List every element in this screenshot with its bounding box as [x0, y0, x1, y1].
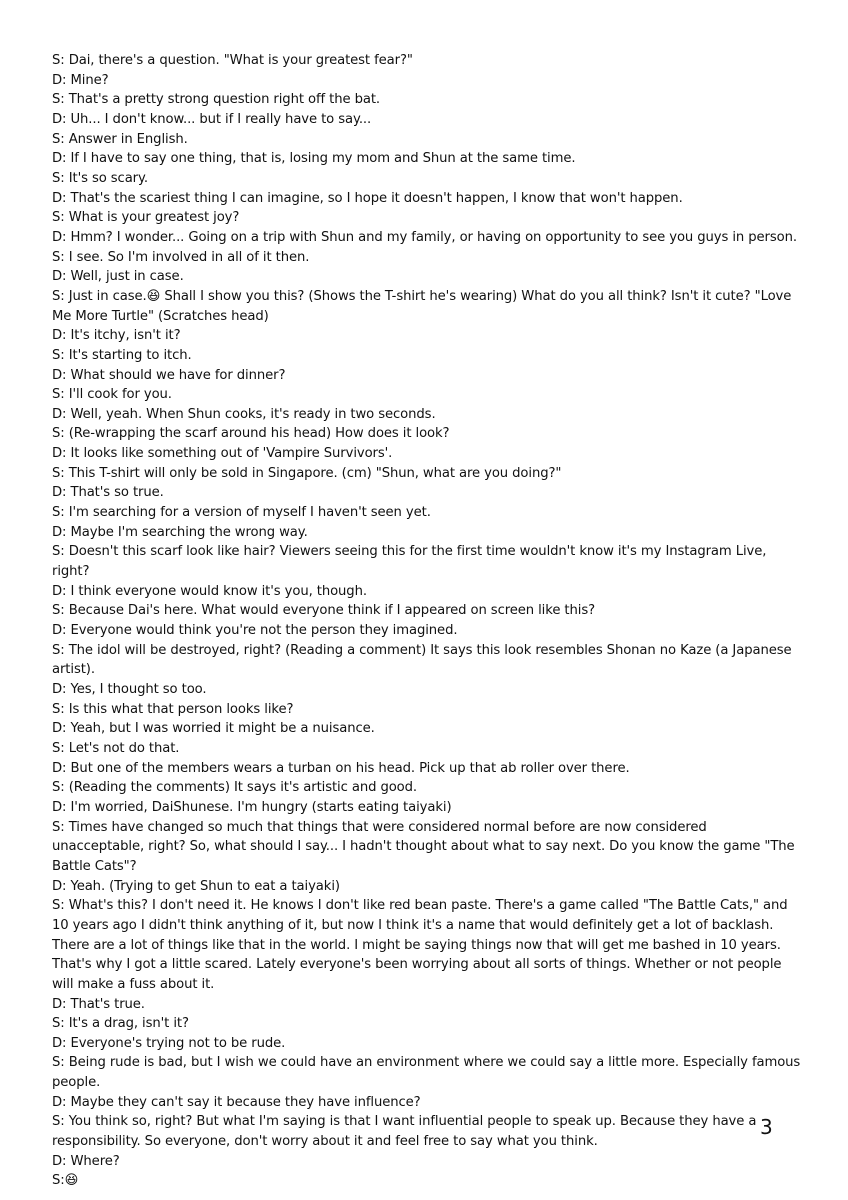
page-number: 3	[760, 1115, 773, 1139]
transcript-line: S: It's starting to itch.	[52, 347, 192, 363]
transcript-line: S: Being rude is bad, but I wish we could have an environment where we could say a little more. Especially famous people.	[52, 1055, 801, 1091]
transcript-line: D: I think everyone would know it's you, though.	[52, 583, 367, 599]
transcript-line: D: I'm worried, DaiShunese. I'm hungry (starts eating taiyaki)	[52, 799, 452, 815]
transcript-line: D: What should we have for dinner?	[52, 367, 286, 383]
transcript-line: D: It's itchy, isn't it?	[52, 328, 181, 344]
transcript-line: S: Answer in English.	[52, 131, 188, 147]
transcript-line: D: Uh... I don't know... but if I really have to say...	[52, 111, 372, 127]
transcript-line: S: I'm searching for a version of myself I haven't seen yet.	[52, 505, 431, 521]
transcript-line: D: Maybe they can't say it because they have influence?	[52, 1094, 421, 1110]
transcript-line: S: It's a drag, isn't it?	[52, 1016, 189, 1032]
transcript-line: D: It looks like something out of 'Vampire Survivors'.	[52, 446, 393, 462]
transcript-line: S: I see. So I'm involved in all of it then.	[52, 249, 310, 265]
transcript-line: S: Dai, there's a question. "What is your greatest fear?"	[52, 53, 413, 68]
transcript-line: S: What is your greatest joy?	[52, 210, 240, 226]
transcript-line: D: Maybe I'm searching the wrong way.	[52, 524, 308, 540]
transcript-line: S: Times have changed so much that things that were considered normal before are now considered unacceptable, right? So, what should I say... I hadn't thought about what to say next. Do you know the game "The Battle Cats"?	[52, 819, 795, 874]
transcript-line: S: I'll cook for you.	[52, 387, 172, 403]
transcript-line: S: Doesn't this scarf look like hair? Viewers seeing this for the first time wouldn't know it's my Instagram Live, right?	[52, 544, 767, 580]
transcript-line: D: Mine?	[52, 72, 109, 88]
transcript-line: S: What's this? I don't need it. He knows I don't like red bean paste. There's a game called "The Battle Cats," and 10 years ago I didn't think anything of it, but now I think it's a name that would definitely get a lot of backlash. There are a lot of things like that in the world. I might be saying things now that will get me bashed in 10 years. That's why I got a little scared. Lately everyone's been worrying about all sorts of things. Whether or not people will make a fuss about it.	[52, 898, 788, 992]
transcript-line: S: That's a pretty strong question right off the bat.	[52, 92, 380, 108]
transcript-line: D: If I have to say one thing, that is, losing my mom and Shun at the same time.	[52, 151, 576, 167]
transcript-line: D: That's true.	[52, 996, 145, 1012]
transcript-line: D: That's the scariest thing I can imagine, so I hope it doesn't happen, I know that won't happen.	[52, 190, 683, 206]
transcript-line: S: (Re-wrapping the scarf around his head) How does it look?	[52, 426, 450, 442]
transcript-line: S: Just in case.😆 Shall I show you this? (Shows the T-shirt he's wearing) What do you all think? Isn't it cute? "Love Me More Turtle" (Scratches head)	[52, 288, 792, 324]
transcript-line: S: You think so, right? But what I'm saying is that I want influential people to speak up. Because they have a responsibility. So everyone, don't worry about it and feel free to say what you think.	[52, 1114, 757, 1150]
transcript-line: D: Everyone would think you're not the person they imagined.	[52, 623, 458, 639]
transcript-line: D: But one of the members wears a turban on his head. Pick up that ab roller over there.	[52, 760, 630, 776]
transcript-body	[52, 51, 802, 1191]
transcript-line: D: Yeah. (Trying to get Shun to eat a taiyaki)	[52, 878, 340, 894]
transcript-line: D: Yes, I thought so too.	[52, 682, 207, 697]
transcript-line: D: Yeah, but I was worried it might be a nuisance.	[52, 721, 375, 737]
transcript-line: S: The idol will be destroyed, right? (Reading a comment) It says this look resembles Shonan no Kaze (a Japanese artist).	[52, 642, 792, 678]
transcript-line: S: Let's not do that.	[52, 740, 180, 756]
transcript-line: D: Well, yeah. When Shun cooks, it's ready in two seconds.	[52, 406, 436, 422]
transcript-line: D: Where?	[52, 1153, 120, 1169]
transcript-line: S: This T-shirt will only be sold in Singapore. (cm) "Shun, what are you doing?"	[52, 465, 562, 481]
transcript-line: D: Hmm? I wonder... Going on a trip with Shun and my family, or having on opportunity to see you guys in person.	[52, 229, 797, 245]
transcript-line: S: Is this what that person looks like?	[52, 701, 294, 717]
transcript-line: D: That's so true.	[52, 485, 164, 501]
transcript-line: S:😆	[52, 1173, 79, 1189]
transcript-line: S: It's so scary.	[52, 170, 148, 186]
transcript-line: D: Everyone's trying not to be rude.	[52, 1035, 286, 1051]
transcript-line: S: (Reading the comments) It says it's artistic and good.	[52, 780, 418, 796]
transcript-line: D: Well, just in case.	[52, 269, 184, 285]
transcript-line: S: Because Dai's here. What would everyone think if I appeared on screen like this?	[52, 603, 595, 619]
